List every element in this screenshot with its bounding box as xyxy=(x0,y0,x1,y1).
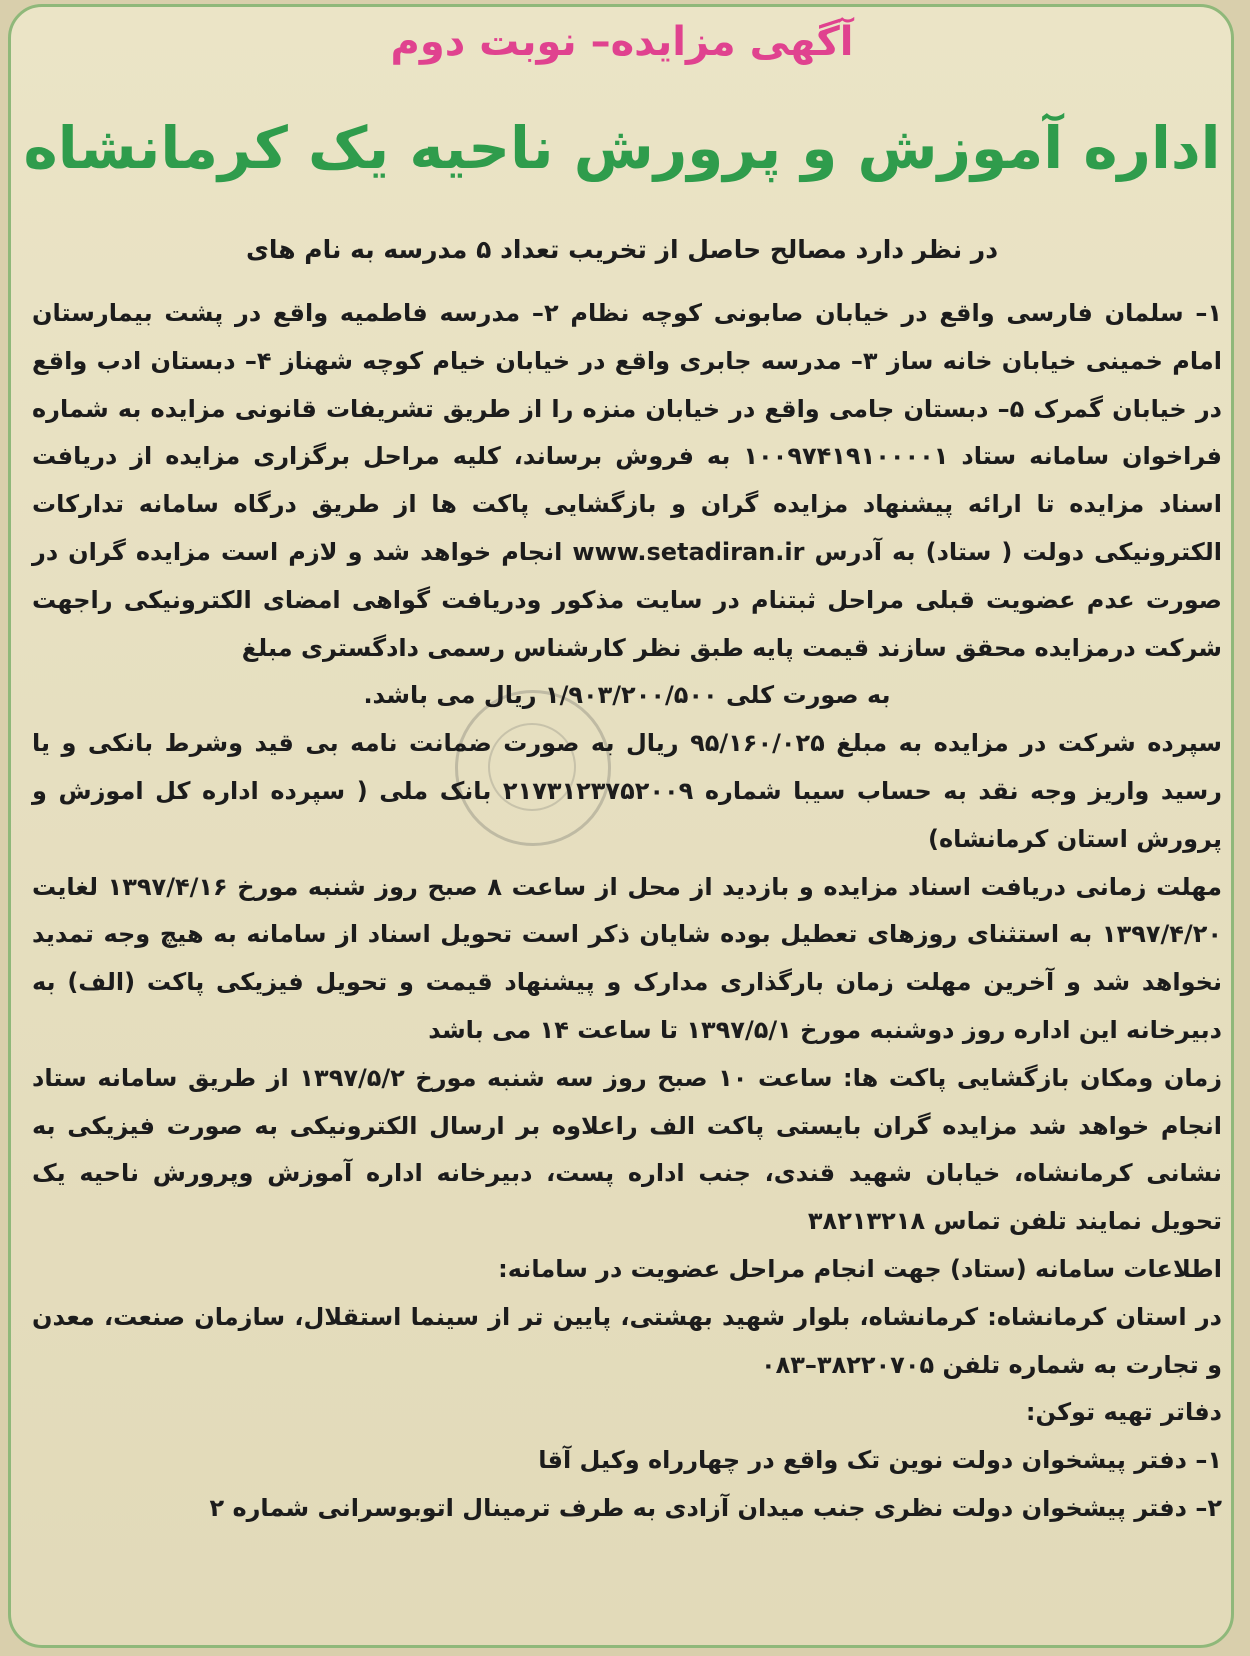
list-item-office-1: ۱– دفتر پیشخوان دولت نوین تک واقع در چهارراه وکیل آقا xyxy=(538,1446,1222,1475)
paragraph-deadlines: مهلت زمانی دریافت اسناد مزایده و بازدید از محل از ساعت ۸ صبح روز شنبه مورخ ۱۳۹۷/۴/۱۶ لغایت ۱۳۹۷/۴/۲۰ به استثنای روزهای تعطیل بوده شایان ذکر است تحویل اسناد از سامانه به هیچ وجه تمدید نخواهد شد و آخرین مهلت زمان بارگذاری مدارک و پیشنهاد قیمت و تحویل فیزیکی پاکت (الف) به دبیرخانه این اداره روز دوشنبه مورخ ۱۳۹۷/۵/۱ تا ساعت ۱۴ می باشد xyxy=(32,872,1222,1044)
paragraph-setad-address: در استان کرمانشاه: کرمانشاه، بلوار شهید بهشتی، پایین تر از سینما استقلال، سازمان صنعت، معدن و تجارت به شماره تلفن ۳۸۲۲۰۷۰۵–۰۸۳ xyxy=(32,1302,1222,1379)
notice-headline: اداره آموزش و پرورش ناحیه یک کرمانشاه xyxy=(23,114,1221,182)
notice-body xyxy=(32,290,1222,1533)
paragraph-schools-list: ۱– سلمان فارسی واقع در خیابان صابونی کوچه نظام ۲– مدرسه فاطمیه واقع در پشت بیمارستان امام خمینی خیابان خانه ساز ۳– مدرسه جابری واقع در خیابان خیام کوچه شهناز ۴– دبستان ادب واقع در خیابان گمرک ۵– دبستان جامی واقع در خیابان منزه را از طریق تشریفات قانونی مزایده به شماره فراخوان سامانه ستاد ۱۰۰۹۷۴۱۹۱۰۰۰۰۱ به فروش برساند، کلیه مراحل برگزاری مزایده از دریافت اسناد مزایده تا ارائه پیشنهاد مزایده گران و بازگشایی پاکت ها از طریق درگاه سامانه تدارکات الکترونیکی دولت ( ستاد) به آدرس www.setadiran.ir انجام خواهد شد و لازم است مزایده گران در صورت عدم عضویت قبلی مراحل ثبتنام در سایت مذکور ودریافت گواهی امضای الکترونیکی راجهت شرکت درمزایده محقق سازند قیمت پایه طبق نظر کارشناس رسمی دادگستری مبلغ xyxy=(32,299,1222,662)
paragraph-base-price: به صورت کلی ۱/۹۰۳/۲۰۰/۵۰۰ ریال می باشد. xyxy=(363,681,891,710)
paragraph-opening: زمان ومکان بازگشایی پاکت ها: ساعت ۱۰ صبح روز سه شنبه مورخ ۱۳۹۷/۵/۲ از طریق سامانه ستاد انجام خواهد شد مزایده گران بایستی پاکت الف راعلاوه بر ارسال الکترونیکی به صورت فیزیکی به نشانی کرمانشاه، خیابان شهید قندی، جنب اداره پست، دبیرخانه اداره آموزش وپرورش ناحیه یک تحویل نمایند تلفن تماس ۳۸۲۱۳۲۱۸ xyxy=(32,1063,1223,1236)
intro-line: در نظر دارد مصالح حاصل از تخریب تعداد ۵ مدرسه به نام های xyxy=(245,235,999,264)
paragraph-token-offices-heading: دفاتر تهیه توکن: xyxy=(1025,1398,1222,1427)
notice-content xyxy=(22,0,1222,1650)
notice-kicker: آگهی مزایده– نوبت دوم xyxy=(390,19,854,65)
list-item-office-2: ۲– دفتر پیشخوان دولت نظری جنب میدان آزادی به طرف ترمینال اتوبوسرانی شماره ۲ xyxy=(209,1493,1222,1522)
paragraph-setad-info-heading: اطلاعات سامانه (ستاد) جهت انجام مراحل عضویت در سامانه: xyxy=(498,1254,1222,1283)
paragraph-deposit: سپرده شرکت در مزایده به مبلغ ۹۵/۱۶۰/۰۲۵ ریال به صورت ضمانت نامه بی قید وشرط بانکی و یا رسید واریز وجه نقد به حساب سیبا شماره ۲۱۷۳۱۲۳۷۵۲۰۰۹ بانک ملی ( سپرده اداره کل اموزش و پرورش استان کرمانشاه) xyxy=(32,729,1223,853)
